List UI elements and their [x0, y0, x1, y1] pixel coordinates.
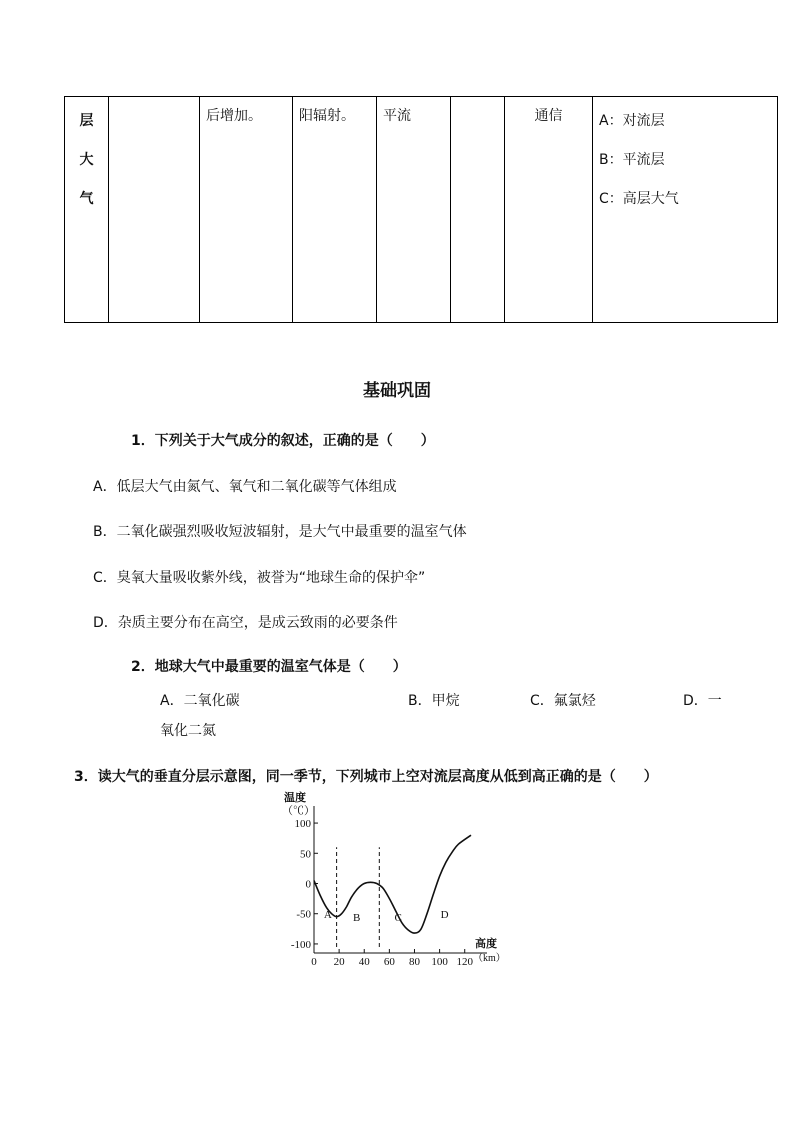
empty-cell — [451, 97, 505, 323]
x-tick-label: 80 — [408, 956, 420, 968]
x-tick-label: 0 — [311, 956, 317, 968]
question-2-option-b: B．甲烷 — [408, 693, 460, 709]
y-tick-label: -50 — [296, 908, 311, 921]
y-tick-label: 50 — [300, 848, 311, 861]
y-axis-label: 温度 — [284, 792, 306, 804]
y-tick-label: 0 — [305, 878, 311, 891]
x-tick-label: 100 — [431, 956, 448, 968]
region-label: D — [440, 908, 449, 921]
question-2-stem: 2．地球大气中最重要的温室气体是（ ） — [131, 659, 407, 675]
chart-plot — [282, 790, 506, 968]
y-axis-unit: （℃） — [282, 805, 315, 817]
x-tick-label: 120 — [456, 956, 473, 968]
x-tick-label: 60 — [383, 956, 395, 968]
question-2-option-a: A．二氧化碳 — [160, 693, 240, 709]
question-1-option-b: B．二氧化碳强烈吸收短波辐射，是大气中最重要的温室气体 — [93, 524, 467, 540]
layer-name-char: 气 — [79, 191, 94, 207]
y-tick-label: -100 — [290, 938, 311, 951]
layer-option: C：高层大气 — [599, 191, 679, 207]
layer-name-char: 大 — [79, 152, 94, 168]
y-tick-label: 100 — [294, 818, 311, 831]
question-1-option-a: A．低层大气由氮气、氧气和二氧化碳等气体组成 — [93, 479, 397, 495]
x-axis-label: 高度 — [475, 938, 497, 950]
question-1-option-d: D．杂质主要分布在高空，是成云致雨的必要条件 — [93, 615, 398, 631]
question-3-stem: 3．读大气的垂直分层示意图，同一季节，下列城市上空对流层高度从低到高正确的是（ ） — [74, 769, 658, 785]
region-label: A — [323, 908, 332, 921]
table-cell: 平流 — [377, 97, 451, 323]
table-cell: 阳辐射。 — [293, 97, 377, 323]
layer-name-cell — [65, 97, 109, 323]
table-cell: 通信 — [505, 97, 593, 323]
question-2-option-d: D．一 — [683, 693, 722, 709]
atmosphere-layers-chart — [278, 788, 508, 968]
question-2-option-c: C．氟氯烃 — [530, 693, 596, 709]
x-tick-label: 20 — [333, 956, 345, 968]
x-axis-unit: （km） — [473, 953, 506, 964]
empty-cell — [109, 97, 200, 323]
table-cell: 后增加。 — [200, 97, 293, 323]
question-1-stem: 1．下列关于大气成分的叙述，正确的是（ ） — [131, 433, 435, 449]
section-title: 基础巩固 — [363, 381, 431, 401]
layer-name-char: 层 — [79, 113, 94, 129]
region-label: C — [394, 911, 402, 924]
layers-table — [64, 96, 778, 323]
x-tick-label: 40 — [358, 956, 370, 968]
layer-option: B：平流层 — [599, 152, 665, 168]
question-2-option-d-wrap: 氧化二氮 — [160, 723, 216, 739]
options-cell — [593, 97, 778, 323]
question-1-option-c: C．臭氧大量吸收紫外线，被誉为“地球生命的保护伞” — [93, 570, 426, 586]
region-label: B — [353, 911, 361, 924]
layer-option: A：对流层 — [599, 113, 665, 129]
